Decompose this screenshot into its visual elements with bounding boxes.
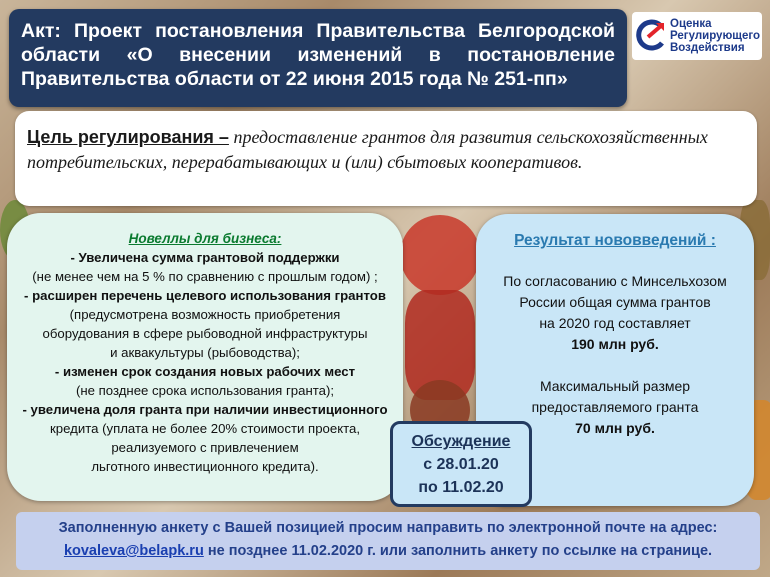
- novelty-line: (предусмотрена возможность приобретения: [69, 307, 341, 322]
- novelty-line: - изменен срок создания новых рабочих мест: [54, 364, 356, 379]
- novelty-line: реализуемого с привлечением: [111, 440, 299, 455]
- max-grant-value: 70 млн руб.: [575, 420, 655, 436]
- novelty-line: кредита (уплата не более 20% стоимости проекта,: [49, 421, 361, 436]
- page-title-text: Акт: Проект постановления Правительства Белгородской области «О внесении изменений в постановление Правительства области от 22 июня 2015 года № 251-пп»: [21, 20, 615, 90]
- novelty-line: льготного инвестиционного кредита).: [91, 459, 319, 474]
- page-title: [9, 9, 627, 107]
- novelty-line: - увеличена доля гранта при наличии инвестиционного: [22, 402, 388, 417]
- novelty-line: и аквакультуры (рыбоводства);: [110, 345, 300, 360]
- results-text-line: Максимальный размер: [539, 378, 691, 394]
- orv-logo: [632, 12, 762, 60]
- logo-line-3: Воздействия: [670, 42, 745, 54]
- footer-line-1: Заполненную анкету с Вашей позицией просим направить по электронной почте на адрес:: [58, 520, 718, 536]
- footer-line-2-text: не позднее 11.02.2020 г. или заполнить анкету по ссылке на странице.: [203, 543, 713, 559]
- footer-notice: [16, 512, 760, 570]
- novelty-line: (не позднее срока использования гранта);: [75, 383, 335, 398]
- discussion-title: Обсуждение: [411, 433, 511, 450]
- novelty-line: оборудования в сфере рыбоводной инфраструктуры: [42, 326, 368, 341]
- goal-text: предоставление грантов для развития сельскохозяйственных потребительских, перерабатывающих и (или) сбытовых кооперативов.: [27, 127, 708, 172]
- total-grants-value: 190 млн руб.: [571, 336, 659, 352]
- business-novelties-panel: [7, 213, 403, 501]
- results-text-line: России общая сумма грантов: [519, 294, 711, 310]
- results-text-line: предоставляемого гранта: [531, 399, 699, 415]
- novelty-line: - расширен перечень целевого использования грантов: [24, 288, 386, 303]
- results-text-line: По согласованию с Минсельхозом: [503, 273, 727, 289]
- novelties-title: Новеллы для бизнеса:: [128, 231, 282, 246]
- results-title: Результат нововведений :: [514, 232, 716, 249]
- footer-line-2: [22, 540, 754, 563]
- novelty-line: (не менее чем на 5 % по сравнению с прошлым годом) ;: [32, 269, 378, 284]
- orv-logo-icon: [636, 19, 666, 53]
- regulation-goal-panel: [15, 111, 757, 206]
- discussion-period-box: [390, 421, 532, 507]
- goal-label: Цель регулирования –: [27, 127, 229, 147]
- novelties-list: [13, 248, 397, 476]
- logo-text: [670, 18, 760, 54]
- logo-line-2: Регулирующего: [670, 30, 761, 42]
- email-link[interactable]: kovaleva@belapk.ru: [63, 543, 204, 559]
- discussion-end-date: по 11.02.20: [418, 479, 504, 496]
- results-text-line: на 2020 год составляет: [539, 315, 691, 331]
- logo-line-1: Оценка: [670, 18, 712, 30]
- discussion-start-date: с 28.01.20: [423, 456, 499, 473]
- novelty-line: - Увеличена сумма грантовой поддержки: [70, 250, 340, 265]
